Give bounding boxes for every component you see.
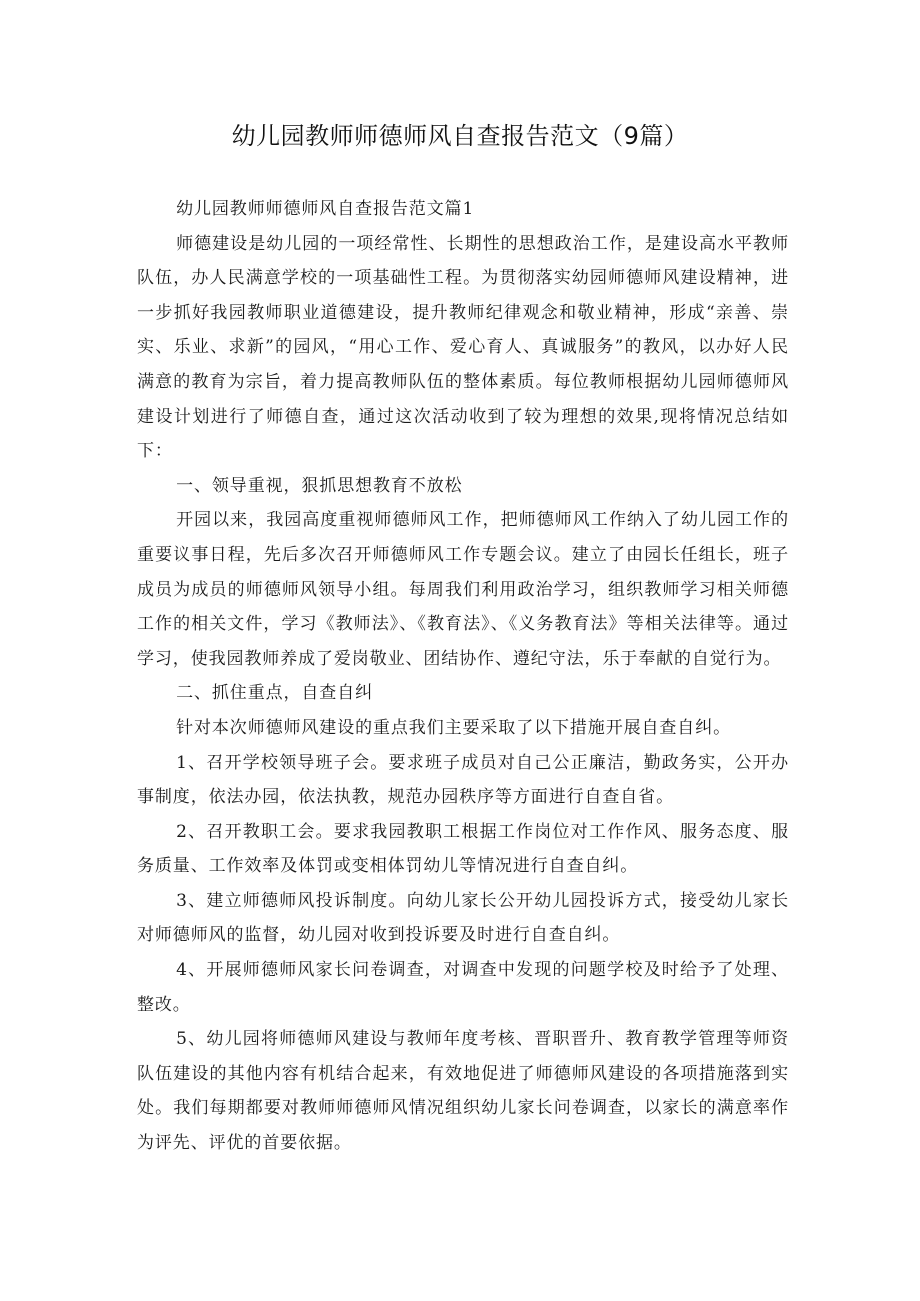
section-heading: 二、抓住重点，自查自纠 (176, 683, 373, 704)
document-title: 幼儿园教师师德师风自查报告范文（9篇） (231, 122, 689, 150)
list-item: 5、幼儿园将师德师风建设与教师年度考核、晋职晋升、教育教学管理等师资队伍建设的其他内容有机结合起来，有效地促进了师德师风建设的各项措施落到实处。我们每期都要对教师师德师风情况组织幼儿家长问卷调查，以家长的满意率作为评先、评优的首要依据。 (137, 1029, 789, 1154)
paragraph: 师德建设是幼儿园的一项经常性、长期性的思想政治工作，是建设高水平教师队伍，办人民满意学校的一项基础性工程。为贯彻落实幼园师德师风建设精神，进一步抓好我园教师职业道德建设，提升教师纪律观念和敬业精神，形成“亲善、崇实、乐业、求新”的园风，“用心工作、爱心育人、真诚服务”的教风，以办好人民满意的教育为宗旨，着力提高教师队伍的整体素质。每位教师根据幼儿园师德师风建设计划进行了师德自查，通过这次活动收到了较为理想的效果,现将情况总结如下： (137, 233, 789, 462)
list-item: 4、开展师德师风家长问卷调查，对调查中发现的问题学校及时给予了处理、整改。 (137, 960, 789, 1015)
section-heading: 幼儿园教师师德师风自查报告范文篇1 (176, 199, 475, 219)
list-item: 1、召开学校领导班子会。要求班子成员对自己公正廉洁，勤政务实，公开办事制度，依法办园，依法执教，规范办园秩序等方面进行自查自省。 (137, 752, 789, 808)
paragraph: 针对本次师德师风建设的重点我们主要采取了以下措施开展自查自纠。 (176, 717, 731, 738)
list-item: 2、召开教职工会。要求我园教职工根据工作岗位对工作作风、服务态度、服务质量、工作效率及体罚或变相体罚幼儿等情况进行自查自纠。 (137, 821, 789, 877)
paragraph: 开园以来，我园高度重视师德师风工作，把师德师风工作纳入了幼儿园工作的重要议事日程，先后多次召开师德师风工作专题会议。建立了由园长任组长，班子成员为成员的师德师风领导小组。每周我们利用政治学习，组织教师学习相关师德工作的相关文件，学习《教师法》、《教育法》、《义务教育法》等相关法律等。通过学习，使我园教师养成了爱岗敬业、团结协作、遵纪守法，乐于奉献的自觉行为。 (137, 510, 789, 669)
list-item: 3、建立师德师风投诉制度。向幼儿家长公开幼儿园投诉方式，接受幼儿家长对师德师风的监督，幼儿园对收到投诉要及时进行自查自纠。 (137, 890, 789, 946)
document-body (137, 192, 789, 1161)
section-heading: 一、领导重视，狠抓思想教育不放松 (176, 475, 463, 496)
